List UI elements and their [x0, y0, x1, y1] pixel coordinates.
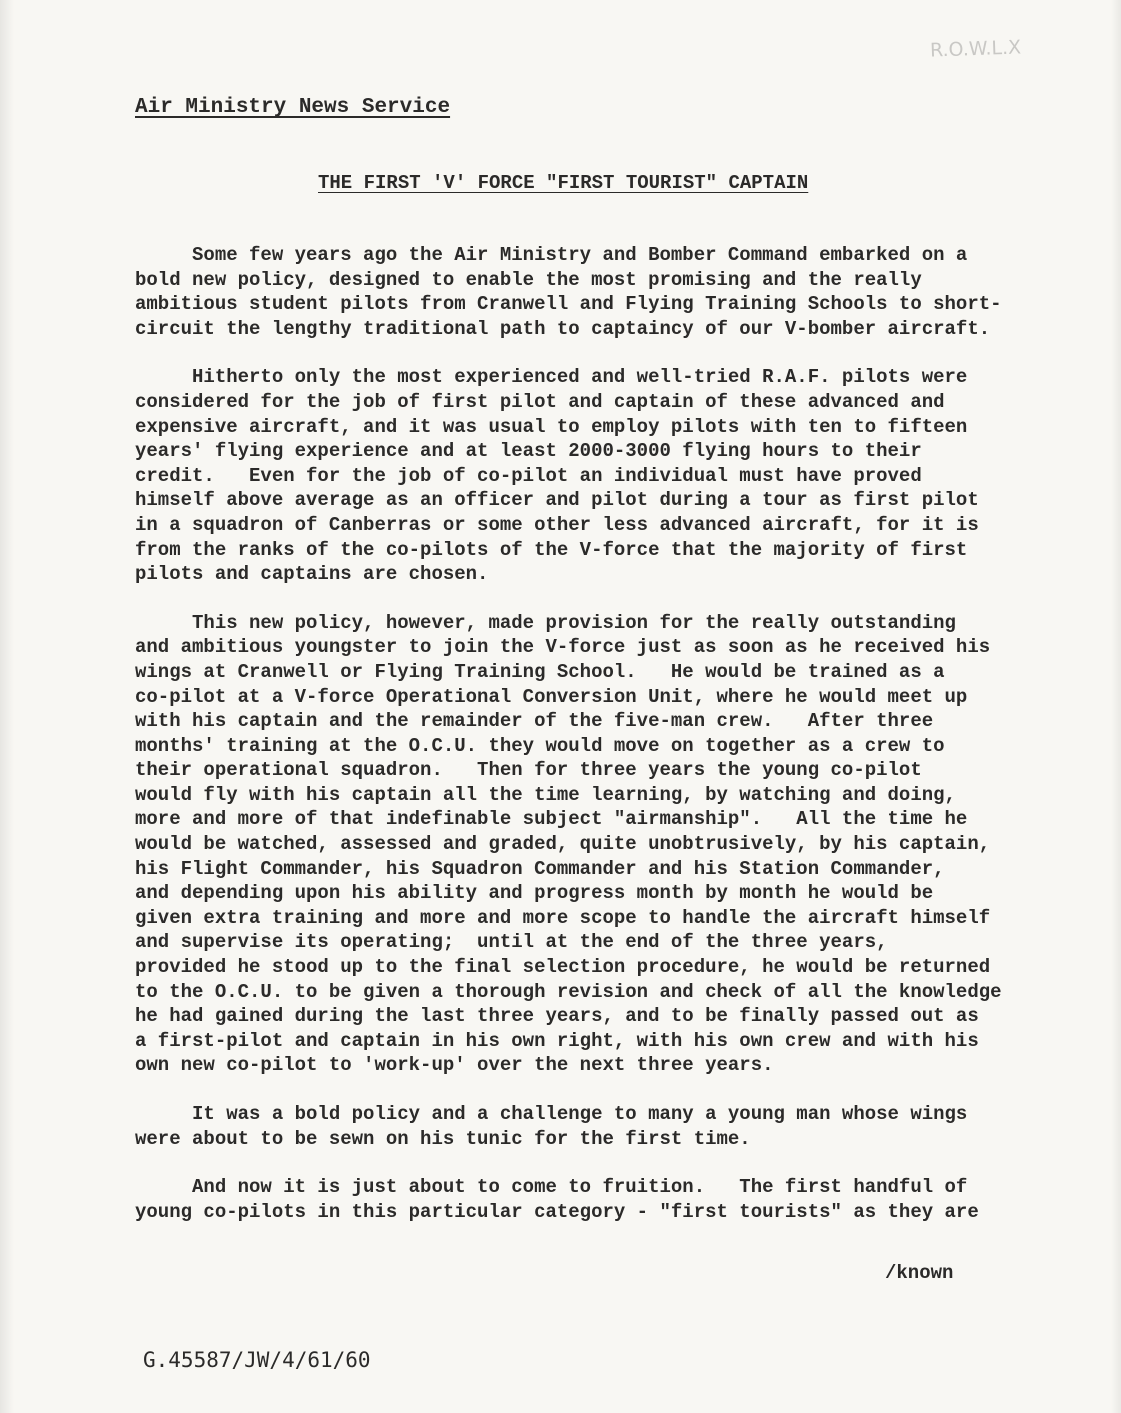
archive-stamp: R.O.W.L.X [929, 36, 1022, 62]
text-line: And now it is just about to come to fruition. The first handful of [135, 1176, 968, 1199]
text-line: Hitherto only the most experienced and well-tried R.A.F. pilots were [135, 366, 968, 389]
paragraph [135, 243, 1095, 341]
text-line: young co-pilots in this particular category - "first tourists" as they are [135, 1200, 979, 1223]
text-line: It was a bold policy and a challenge to many a young man whose wings [135, 1103, 968, 1125]
text-line: Some few years ago the Air Ministry and Bomber Command embarked on a [135, 244, 968, 266]
text-line: months' training at the O.C.U. they would move on together as a crew to [135, 734, 945, 757]
text-line: would fly with his captain all the time learning, by watching and doing, [135, 783, 956, 806]
text-line: considered for the job of first pilot and captain of these advanced and [135, 390, 945, 413]
text-line: a first-pilot and captain in his own right, with his own crew and with his [135, 1029, 979, 1052]
text-line: in a squadron of Canberras or some other less advanced aircraft, for it is [135, 513, 979, 536]
paragraph [135, 1175, 1095, 1224]
text-line: from the ranks of the co-pilots of the V-force that the majority of first [135, 538, 968, 561]
text-line: to the O.C.U. to be given a thorough revision and check of all the knowledge [135, 980, 1002, 1003]
text-line: were about to be sewn on his tunic for the first time. [135, 1127, 751, 1150]
text-line: ambitious student pilots from Cranwell and Flying Training Schools to short- [135, 293, 1002, 316]
text-line: This new policy, however, made provision for the really outstanding [135, 611, 956, 634]
header-label: Air Ministry News Service [135, 96, 451, 119]
paragraph [135, 611, 1095, 1078]
text-line: credit. Even for the job of co-pilot an individual must have proved [135, 464, 922, 487]
text-line: he had gained during the last three years, and to be finally passed out as [135, 1005, 979, 1028]
text-line: and depending upon his ability and progress month by month he would be [135, 882, 934, 905]
text-line: himself above average as an officer and pilot during a tour as first pilot [135, 489, 979, 512]
text-line: more and more of that indefinable subject "airmanship". All the time he [135, 808, 968, 831]
text-line: bold new policy, designed to enable the most promising and the really [135, 268, 922, 291]
body-text [135, 243, 1095, 1248]
reference-number: G.45587/JW/4/61/60 [143, 1348, 371, 1372]
paragraph [135, 365, 1095, 586]
text-line: expensive aircraft, and it was usual to employ pilots with ten to fifteen [135, 415, 968, 438]
text-line: with his captain and the remainder of the five-man crew. After three [135, 710, 934, 733]
text-line: years' flying experience and at least 2000-3000 flying hours to their [135, 440, 922, 463]
text-line: his Flight Commander, his Squadron Commander and his Station Commander, [135, 857, 945, 880]
text-line: wings at Cranwell or Flying Training School. He would be trained as a [135, 660, 945, 683]
text-line: own new co-pilot to 'work-up' over the next three years. [135, 1054, 774, 1077]
text-line: and supervise its operating; until at the end of the three years, [135, 931, 888, 954]
text-line: given extra training and more and more scope to handle the aircraft himself [135, 906, 991, 929]
text-line: circuit the lengthy traditional path to captaincy of our V-bomber aircraft. [135, 317, 991, 340]
text-line: co-pilot at a V-force Operational Conversion Unit, where he would meet up [135, 685, 968, 708]
text-line: their operational squadron. Then for three years the young co-pilot [135, 759, 922, 782]
text-line: would be watched, assessed and graded, quite unobtrusively, by his captain, [135, 833, 991, 856]
paragraph [135, 1102, 1095, 1151]
text-line: provided he stood up to the final selection procedure, he would be returned [135, 956, 991, 979]
document-title: THE FIRST 'V' FORCE "FIRST TOURIST" CAPTAIN [318, 172, 809, 194]
text-line: pilots and captains are chosen. [135, 563, 489, 586]
text-line: and ambitious youngster to join the V-force just as soon as he received his [135, 636, 991, 659]
continuation-word: /known [885, 1262, 954, 1284]
